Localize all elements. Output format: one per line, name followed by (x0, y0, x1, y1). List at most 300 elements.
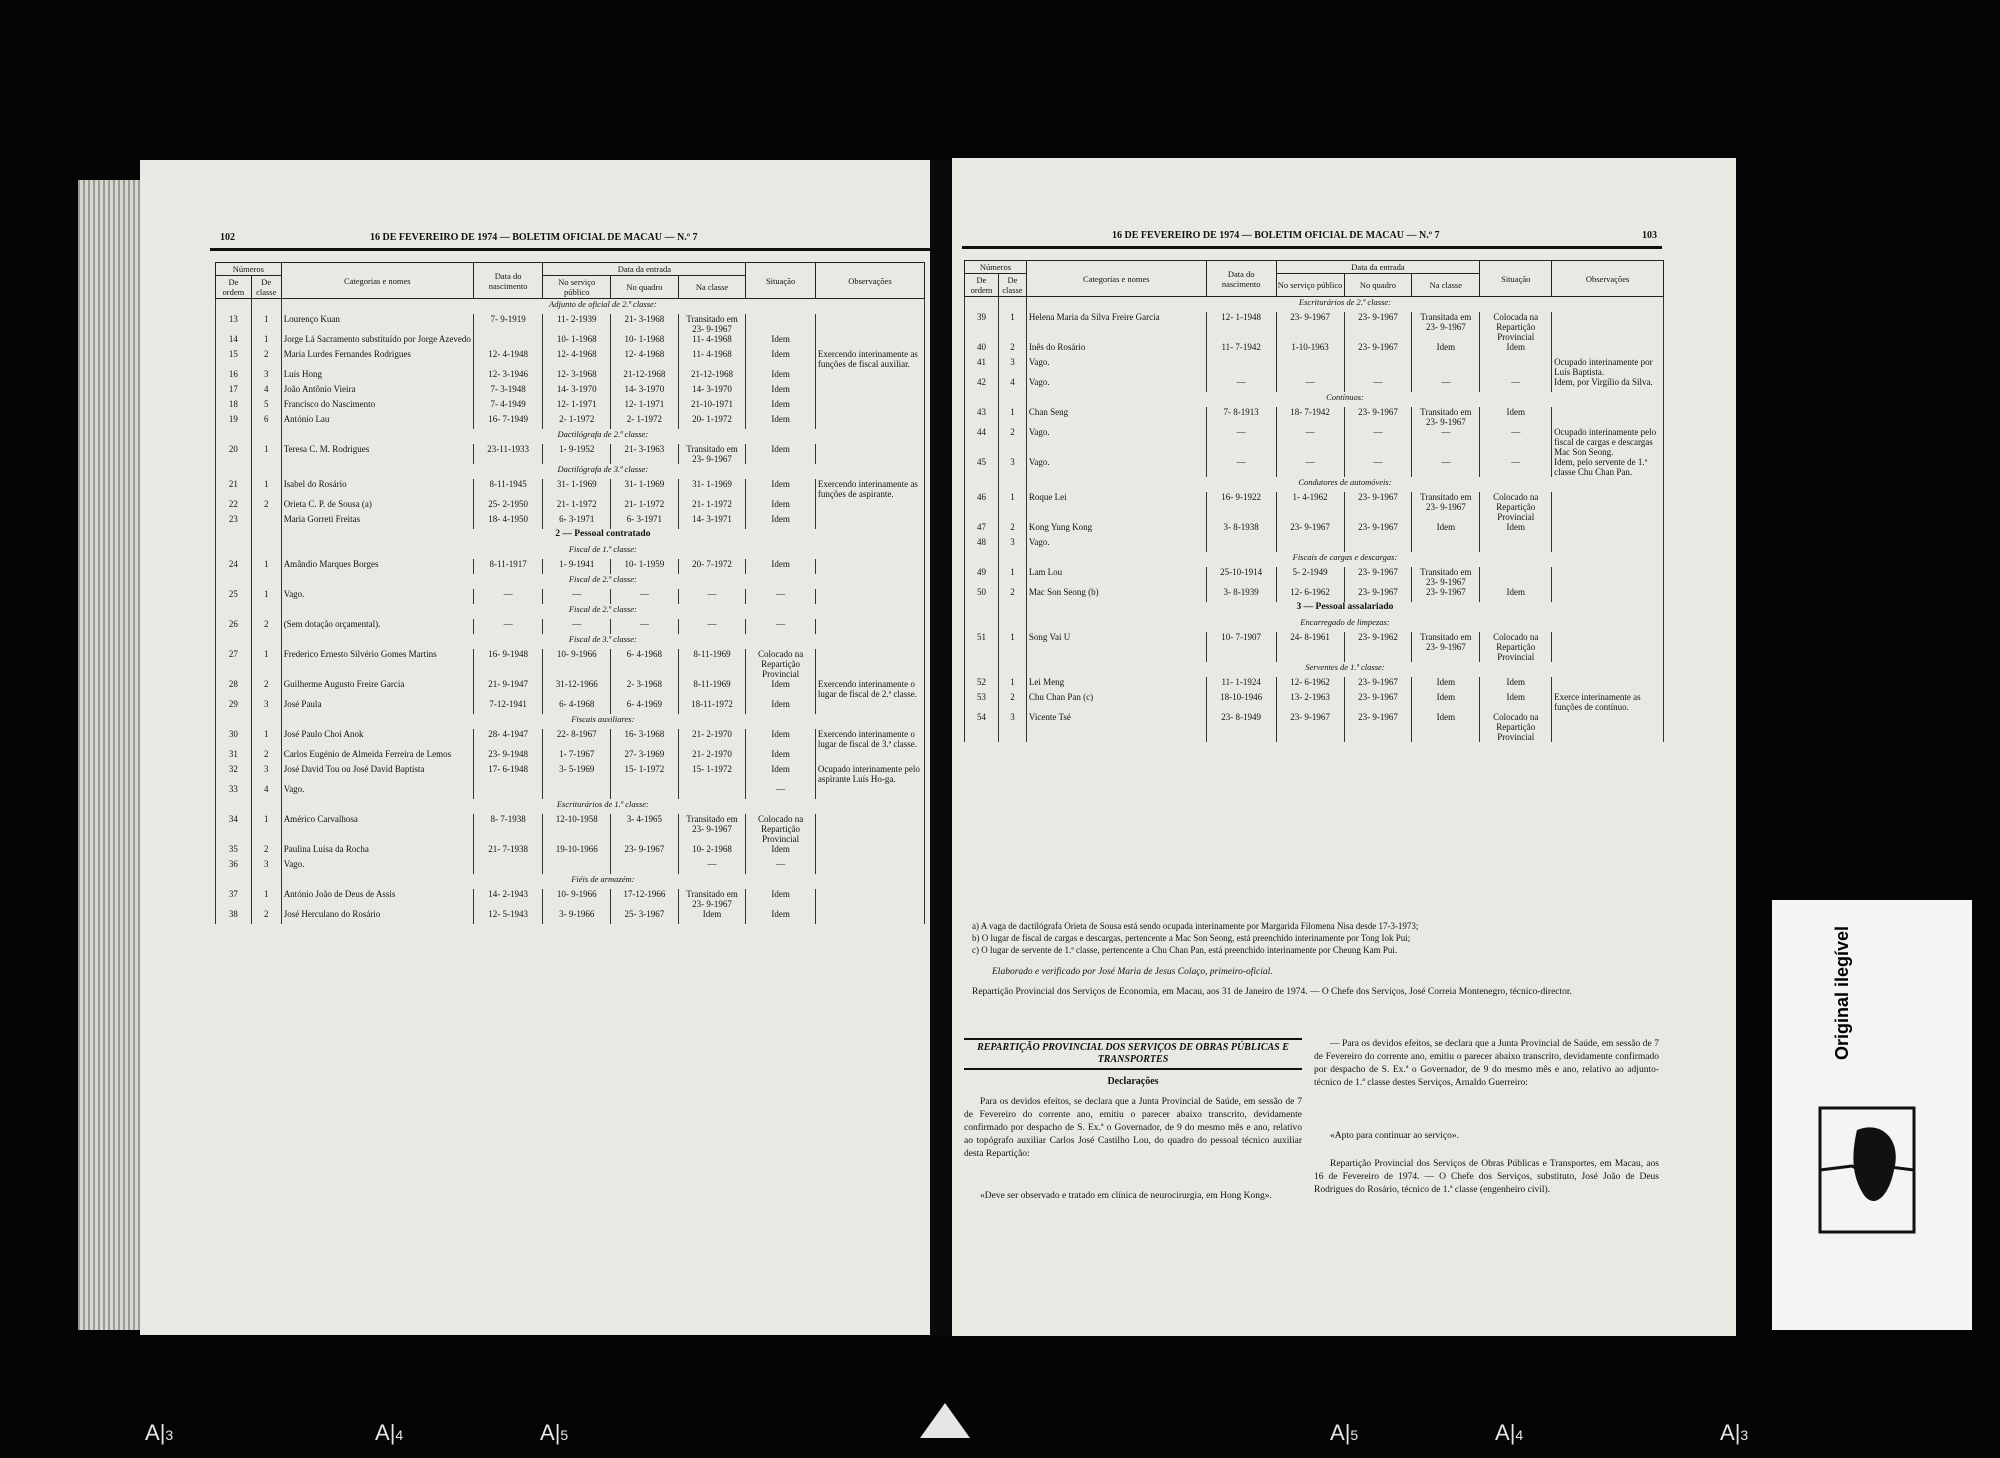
cell-ordem: 38 (216, 909, 252, 924)
cell-classe: 1 (998, 632, 1026, 662)
cell-ordem: 43 (965, 407, 999, 427)
cell-na-classe: 23- 9-1967 (1412, 587, 1480, 602)
cell-quadro: 6- 3-1971 (611, 514, 679, 529)
cell-servico: 12- 4-1968 (543, 349, 611, 369)
cell-na-classe: Idem (1412, 342, 1480, 357)
cell-quadro: 21-12-1968 (611, 369, 679, 384)
ruler-mark-3: A|5 (540, 1420, 569, 1445)
table-row (965, 357, 1664, 377)
cell-ordem: 52 (965, 677, 999, 692)
cell-classe: 3 (998, 712, 1026, 742)
cell-ordem: 31 (216, 749, 252, 764)
cell-na-classe: Transitado em 23- 9-1967 (678, 889, 746, 909)
col-classe: De classe (251, 276, 281, 299)
cell-nome: José Paula (281, 699, 473, 714)
table-section-heading (965, 662, 1664, 677)
cell-nome: Teresa C. M. Rodrigues (281, 444, 473, 464)
cell-nome: Amândio Marques Borges (281, 559, 473, 574)
table-row (965, 712, 1664, 742)
cell-ordem: 46 (965, 492, 999, 522)
cell-na-classe: Transitada em 23- 9-1967 (1412, 312, 1480, 342)
cell-situacao: Idem (1480, 692, 1552, 712)
cell-na-classe: — (678, 859, 746, 874)
cell-nascimento (473, 784, 543, 799)
cell-classe: 2 (251, 909, 281, 924)
col-quadro: No quadro (611, 276, 679, 299)
cell-ordem: 47 (965, 522, 999, 537)
table-row (965, 692, 1664, 712)
table-row (216, 334, 925, 349)
cell-classe: 3 (998, 357, 1026, 377)
section-label: Fiscal de 2.ª classe: (281, 604, 924, 619)
cell-na-classe: 15- 1-1972 (678, 764, 746, 784)
cell-ordem: 24 (216, 559, 252, 574)
cell-ordem: 42 (965, 377, 999, 392)
table-row (216, 369, 925, 384)
cell-observacoes: Exerce interinamente as funções de contínuo. (1552, 692, 1664, 712)
cell-na-classe: Idem (1412, 677, 1480, 692)
cell-nascimento: 28- 4-1947 (473, 729, 543, 749)
cell-observacoes (815, 749, 924, 764)
cell-situacao: Idem (746, 889, 816, 909)
cell-classe: 4 (251, 384, 281, 399)
table-row (216, 909, 925, 924)
cell-ordem: 50 (965, 587, 999, 602)
table-row (965, 342, 1664, 357)
cell-ordem: 32 (216, 764, 252, 784)
cell-situacao (746, 314, 816, 334)
cell-ordem: 22 (216, 499, 252, 514)
cell-servico: 23- 9-1967 (1276, 312, 1344, 342)
table-row (965, 427, 1664, 457)
section-label: Fiscais de cargas e descargas: (1026, 552, 1663, 567)
cell-servico: 19-10-1966 (543, 844, 611, 859)
cell-servico: 18- 7-1942 (1276, 407, 1344, 427)
cell-situacao: Colocado na Repartição Provincial (746, 814, 816, 844)
cell-na-classe: Transitado em 23- 9-1967 (1412, 492, 1480, 522)
cell-observacoes (1552, 342, 1664, 357)
cell-classe: 5 (251, 399, 281, 414)
cell-ordem: 14 (216, 334, 252, 349)
cell-situacao (1480, 567, 1552, 587)
section-label: Condutores de automóveis: (1026, 477, 1663, 492)
cell-observacoes (815, 889, 924, 909)
cell-situacao: — (746, 619, 816, 634)
left-page-number: 102 (220, 232, 235, 243)
col-na-classe: Na classe (678, 276, 746, 299)
table-row (216, 859, 925, 874)
cell-situacao: Idem (1480, 587, 1552, 602)
cell-situacao: Idem (746, 414, 816, 429)
cell-classe: 2 (998, 342, 1026, 357)
cell-nome: Lei Meng (1026, 677, 1206, 692)
cell-nascimento: 21- 7-1938 (473, 844, 543, 859)
cell-nome: Maria Lurdes Fernandes Rodrigues (281, 349, 473, 369)
datas-header: Data da entrada (1276, 261, 1480, 274)
cell-na-classe: Transitado em 23- 9-1967 (1412, 567, 1480, 587)
cell-observacoes (815, 909, 924, 924)
cell-classe: 1 (998, 567, 1026, 587)
table-row (216, 399, 925, 414)
cell-nascimento: 21- 9-1947 (473, 679, 543, 699)
cell-nascimento: 3- 8-1938 (1206, 522, 1276, 537)
cell-nascimento: 7- 3-1948 (473, 384, 543, 399)
cell-situacao (1480, 537, 1552, 552)
cell-quadro: 6- 4-1969 (611, 699, 679, 714)
cell-nome: Maria Gorreti Freitas (281, 514, 473, 529)
cell-nascimento: 12- 4-1948 (473, 349, 543, 369)
table-section-heading (965, 477, 1664, 492)
cell-observacoes (815, 499, 924, 514)
table-section-heading (216, 299, 925, 315)
cell-quadro: 25- 3-1967 (611, 909, 679, 924)
cell-quadro: 23- 9-1967 (1344, 712, 1412, 742)
cell-quadro: 27- 3-1969 (611, 749, 679, 764)
section-label: Fiéis de armazém: (281, 874, 924, 889)
cell-ordem: 15 (216, 349, 252, 369)
cell-servico: 12- 6-1962 (1276, 587, 1344, 602)
cell-classe: 2 (251, 619, 281, 634)
datas-header: Data da entrada (543, 263, 746, 276)
cell-servico: 5- 2-1949 (1276, 567, 1344, 587)
cell-servico: 31- 1-1969 (543, 479, 611, 499)
cell-nome: Jorge Lá Sacramento substituído por Jorge Azevedo (281, 334, 473, 349)
cell-na-classe: 21- 1-1972 (678, 499, 746, 514)
cell-ordem: 20 (216, 444, 252, 464)
cell-nascimento: 16- 9-1948 (473, 649, 543, 679)
cell-ordem: 18 (216, 399, 252, 414)
table-row (216, 589, 925, 604)
cell-situacao: Idem (746, 384, 816, 399)
cell-na-classe: Transitado em 23- 9-1967 (1412, 632, 1480, 662)
cell-ordem: 48 (965, 537, 999, 552)
cell-quadro: 10- 1-1959 (611, 559, 679, 574)
section-label: Fiscais auxiliares: (281, 714, 924, 729)
cell-na-classe: 18-11-1972 (678, 699, 746, 714)
cell-servico: 12-10-1958 (543, 814, 611, 844)
cell-classe (251, 514, 281, 529)
cell-observacoes (815, 649, 924, 679)
cell-observacoes (1552, 632, 1664, 662)
cell-quadro (1344, 357, 1412, 377)
cell-ordem: 27 (216, 649, 252, 679)
table-row (965, 522, 1664, 537)
cell-nascimento: — (1206, 377, 1276, 392)
ruler-mark-4: A|5 (1330, 1420, 1359, 1445)
cell-nome: Vicente Tsé (1026, 712, 1206, 742)
cell-situacao: Idem (746, 334, 816, 349)
cell-situacao: Idem (746, 844, 816, 859)
cell-classe: 1 (251, 814, 281, 844)
cell-na-classe: 11- 4-1968 (678, 334, 746, 349)
cell-servico: 12- 6-1962 (1276, 677, 1344, 692)
section-label: Dactilógrafa de 3.ª classe: (281, 464, 924, 479)
numeros-header: Números (216, 263, 282, 276)
cell-classe: 3 (251, 699, 281, 714)
table-row (965, 632, 1664, 662)
ruler-mark-2: A|4 (375, 1420, 404, 1445)
cell-observacoes (1552, 492, 1664, 522)
cell-quadro: 23- 9-1962 (1344, 632, 1412, 662)
table-section-heading (216, 874, 925, 889)
cell-servico: 14- 3-1970 (543, 384, 611, 399)
cell-situacao: Idem (1480, 342, 1552, 357)
left-page (140, 160, 930, 1335)
section-label: Serventes de 1.ª classe: (1026, 662, 1663, 677)
table-section-heading (216, 544, 925, 559)
col-ordem: De ordem (216, 276, 252, 299)
cell-na-classe: — (678, 589, 746, 604)
declaracoes-heading: Declarações (1107, 1076, 1159, 1087)
cell-na-classe (1412, 537, 1480, 552)
cell-situacao: Idem (746, 679, 816, 699)
col-situacao: Situação (1480, 261, 1552, 297)
col-nomes: Categorias e nomes (281, 263, 473, 299)
cell-nome: Vago. (1026, 457, 1206, 477)
col-observacoes: Observações (815, 263, 924, 299)
cell-ordem: 51 (965, 632, 999, 662)
cell-na-classe: 8-11-1969 (678, 679, 746, 699)
cell-nome: José Herculano do Rosário (281, 909, 473, 924)
cell-nome: Lam Lou (1026, 567, 1206, 587)
cell-situacao: Idem (746, 444, 816, 464)
cell-observacoes (815, 384, 924, 399)
cell-nascimento: 7- 9-1919 (473, 314, 543, 334)
cell-quadro: 23- 9-1967 (1344, 522, 1412, 537)
cell-nome: Lourenço Kuan (281, 314, 473, 334)
cell-quadro: 3- 4-1965 (611, 814, 679, 844)
right-head-rule (962, 246, 1662, 249)
table-row (216, 514, 925, 529)
cell-ordem: 37 (216, 889, 252, 909)
declaracao-2-text: — Para os devidos efeitos, se declara que a Junta Provincial de Saúde, em sessão de 7 de Fevereiro do corrente ano, emitiu o parecer abaixo transcrito, devidamente confirmado por despacho de S. Ex.ª o Governador, de 9 do mesmo mês e ano, relativo ao adjunto-técnico de 1.ª classe destes Serviços, Arnaldo Guerreiro: (1314, 1039, 1659, 1088)
cell-classe: 2 (998, 692, 1026, 712)
cell-quadro: 23- 9-1967 (1344, 312, 1412, 342)
cell-situacao: Colocado na Repartição Provincial (746, 649, 816, 679)
table-section-heading (216, 634, 925, 649)
cell-classe: 4 (251, 784, 281, 799)
cell-servico: 1- 7-1967 (543, 749, 611, 764)
table-row (965, 492, 1664, 522)
cell-observacoes (1552, 677, 1664, 692)
cell-na-classe: 20- 7-1972 (678, 559, 746, 574)
table-section-heading (216, 799, 925, 814)
cell-classe: 1 (998, 677, 1026, 692)
cell-observacoes (815, 514, 924, 529)
cell-nascimento: 23- 9-1948 (473, 749, 543, 764)
ruler-mark-6: A|3 (1720, 1420, 1749, 1445)
cell-nome: Song Vai U (1026, 632, 1206, 662)
cell-na-classe (678, 784, 746, 799)
cell-servico: 12- 3-1968 (543, 369, 611, 384)
col-nomes: Categorias e nomes (1026, 261, 1206, 297)
cell-classe: 6 (251, 414, 281, 429)
cell-situacao (1480, 357, 1552, 377)
cell-nome: Vago. (1026, 427, 1206, 457)
cell-nascimento: — (473, 589, 543, 604)
cell-quadro: 15- 1-1972 (611, 764, 679, 784)
cell-nome: Vago. (281, 784, 473, 799)
cell-servico: 21- 1-1972 (543, 499, 611, 514)
cell-servico (1276, 357, 1344, 377)
cell-nome: Vago. (1026, 357, 1206, 377)
cell-nome: Chan Seng (1026, 407, 1206, 427)
cell-nascimento: 8- 7-1938 (473, 814, 543, 844)
cell-servico: — (543, 589, 611, 604)
cell-nascimento: 23-11-1933 (473, 444, 543, 464)
cell-classe: 1 (998, 312, 1026, 342)
table-row (216, 764, 925, 784)
cell-quadro (611, 859, 679, 874)
cell-ordem: 21 (216, 479, 252, 499)
cell-servico: 6- 3-1971 (543, 514, 611, 529)
cell-classe: 1 (251, 649, 281, 679)
cell-classe: 2 (251, 679, 281, 699)
cell-servico: 3- 9-1966 (543, 909, 611, 924)
col-servico: No serviço público (543, 276, 611, 299)
cell-nascimento: 12- 3-1946 (473, 369, 543, 384)
table-row (216, 699, 925, 714)
cell-situacao: Idem (746, 749, 816, 764)
cell-quadro: — (1344, 377, 1412, 392)
cell-situacao: Idem (746, 499, 816, 514)
cell-observacoes (815, 844, 924, 859)
cell-servico: 2- 1-1972 (543, 414, 611, 429)
cell-na-classe: Transitado em 23- 9-1967 (678, 444, 746, 464)
cell-nascimento (473, 859, 543, 874)
right-page (952, 158, 1736, 1336)
table-row (965, 587, 1664, 602)
cell-servico: 11- 2-1939 (543, 314, 611, 334)
cell-quadro: 2- 3-1968 (611, 679, 679, 699)
cell-ordem: 35 (216, 844, 252, 859)
cell-classe: 2 (251, 844, 281, 859)
right-running-head: 16 DE FEVEREIRO DE 1974 — BOLETIM OFICIAL DE MACAU — N.º 7 (1112, 230, 1440, 241)
cell-nascimento: — (473, 619, 543, 634)
cell-classe: 1 (251, 889, 281, 909)
cell-quadro: 12- 4-1968 (611, 349, 679, 369)
cell-ordem: 44 (965, 427, 999, 457)
footnote-c: c) O lugar de servente de 1.ª classe, pertencente a Chu Chan Pan, está preenchido interinamente por Cheung Kam Pui. (972, 945, 1398, 955)
cell-observacoes (815, 589, 924, 604)
cell-nascimento: 12- 5-1943 (473, 909, 543, 924)
illegible-original-slip (1772, 900, 1972, 1330)
cell-classe: 2 (251, 499, 281, 514)
cell-na-classe: Transitado em 23- 9-1967 (1412, 407, 1480, 427)
section-label: Dactilógrafa de 2.ª classe: (281, 429, 924, 444)
cell-nascimento: 3- 8-1939 (1206, 587, 1276, 602)
cell-na-classe: Idem (1412, 712, 1480, 742)
cell-nome: Orieta C. P. de Sousa (a) (281, 499, 473, 514)
col-ordem: De ordem (965, 274, 999, 297)
right-page-number: 103 (1642, 230, 1657, 241)
cell-observacoes (815, 559, 924, 574)
table-row (216, 889, 925, 909)
table-section-heading (965, 297, 1664, 313)
cell-na-classe: 21- 2-1970 (678, 749, 746, 764)
right-staff-table (964, 260, 1664, 742)
numeros-header: Números (965, 261, 1027, 274)
cell-observacoes (815, 399, 924, 414)
cell-nascimento: 11- 7-1942 (1206, 342, 1276, 357)
cell-situacao: Idem (746, 764, 816, 784)
cell-servico: 1- 9-1941 (543, 559, 611, 574)
cell-nome: Helena Maria da Silva Freire Garcia (1026, 312, 1206, 342)
cell-na-classe: — (1412, 377, 1480, 392)
cell-situacao: Colocado na Repartição Provincial (1480, 632, 1552, 662)
cell-na-classe: — (678, 619, 746, 634)
cell-servico: — (543, 619, 611, 634)
cell-servico: 3- 5-1969 (543, 764, 611, 784)
cell-ordem: 29 (216, 699, 252, 714)
cell-nome: Paulina Luísa da Rocha (281, 844, 473, 859)
illegible-label: Original ilegível (1832, 925, 1852, 1060)
cell-nome: José David Tou ou José David Baptista (281, 764, 473, 784)
cell-nascimento: 17- 6-1948 (473, 764, 543, 784)
section-label: Contínuos: (1026, 392, 1663, 407)
cell-servico (543, 859, 611, 874)
cell-ordem: 19 (216, 414, 252, 429)
cell-classe: 1 (998, 407, 1026, 427)
cell-nascimento: 16- 7-1949 (473, 414, 543, 429)
cell-quadro: 10- 1-1968 (611, 334, 679, 349)
cell-nascimento: 18-10-1946 (1206, 692, 1276, 712)
cell-situacao: Colocado na Repartição Provincial (1480, 492, 1552, 522)
cell-nascimento: 23- 8-1949 (1206, 712, 1276, 742)
cell-quadro: 23- 9-1967 (1344, 342, 1412, 357)
table-row (216, 479, 925, 499)
cell-nome: Vago. (1026, 537, 1206, 552)
cell-nascimento: 7-12-1941 (473, 699, 543, 714)
cell-quadro: 12- 1-1971 (611, 399, 679, 414)
cell-nome: (Sem dotação orçamental). (281, 619, 473, 634)
table-group-heading (216, 529, 925, 544)
section-label: Fiscal de 3.ª classe: (281, 634, 924, 649)
cell-nome: António Lau (281, 414, 473, 429)
section-label: Adjunto de oficial de 2.ª classe: (281, 299, 924, 315)
cell-nascimento: 25- 2-1950 (473, 499, 543, 514)
cell-classe: 1 (251, 334, 281, 349)
cell-servico: 31-12-1966 (543, 679, 611, 699)
cell-quadro: — (1344, 427, 1412, 457)
section-title-obras-publicas: REPARTIÇÃO PROVINCIAL DOS SERVIÇOS DE OBRAS PÚBLICAS E TRANSPORTES (964, 1038, 1302, 1070)
cell-nome: Carlos Eugénio de Almeida Ferreira de Lemos (281, 749, 473, 764)
cell-quadro: 23- 9-1967 (1344, 677, 1412, 692)
reparticao-economia-line: Repartição Provincial dos Serviços de Economia, em Macau, aos 31 de Janeiro de 1974. — O Chefe dos Serviços, José Correia Montenegro, técnico-director. (972, 987, 1572, 997)
ruler-mark-1: A|3 (145, 1420, 174, 1445)
cell-nome: João Antônio Vieira (281, 384, 473, 399)
declaracao-2-quote: «Apto para continuar ao serviço». (1330, 1131, 1459, 1141)
cell-classe: 1 (251, 444, 281, 464)
cell-observacoes (815, 444, 924, 464)
table-row (216, 499, 925, 514)
cell-na-classe: Transitado em 23- 9-1967 (678, 314, 746, 334)
cell-nome: Luís Hong (281, 369, 473, 384)
cell-observacoes: Ocupado interinamente pelo aspirante Luís Ho-ga. (815, 764, 924, 784)
cell-observacoes (1552, 712, 1664, 742)
cell-observacoes (1552, 587, 1664, 602)
cell-na-classe: 20- 1-1972 (678, 414, 746, 429)
table-row (216, 679, 925, 699)
cell-ordem: 54 (965, 712, 999, 742)
cell-nome: Inês do Rosário (1026, 342, 1206, 357)
cell-situacao: Idem (746, 699, 816, 714)
cell-quadro: 21- 3-1963 (611, 444, 679, 464)
col-observacoes: Observações (1552, 261, 1664, 297)
cell-nome: Américo Carvalhosa (281, 814, 473, 844)
cell-situacao: Idem (746, 559, 816, 574)
declaracao-1-quote: «Deve ser observado e tratado em clínica de neurocirurgia, em Hong Kong». (980, 1191, 1272, 1201)
